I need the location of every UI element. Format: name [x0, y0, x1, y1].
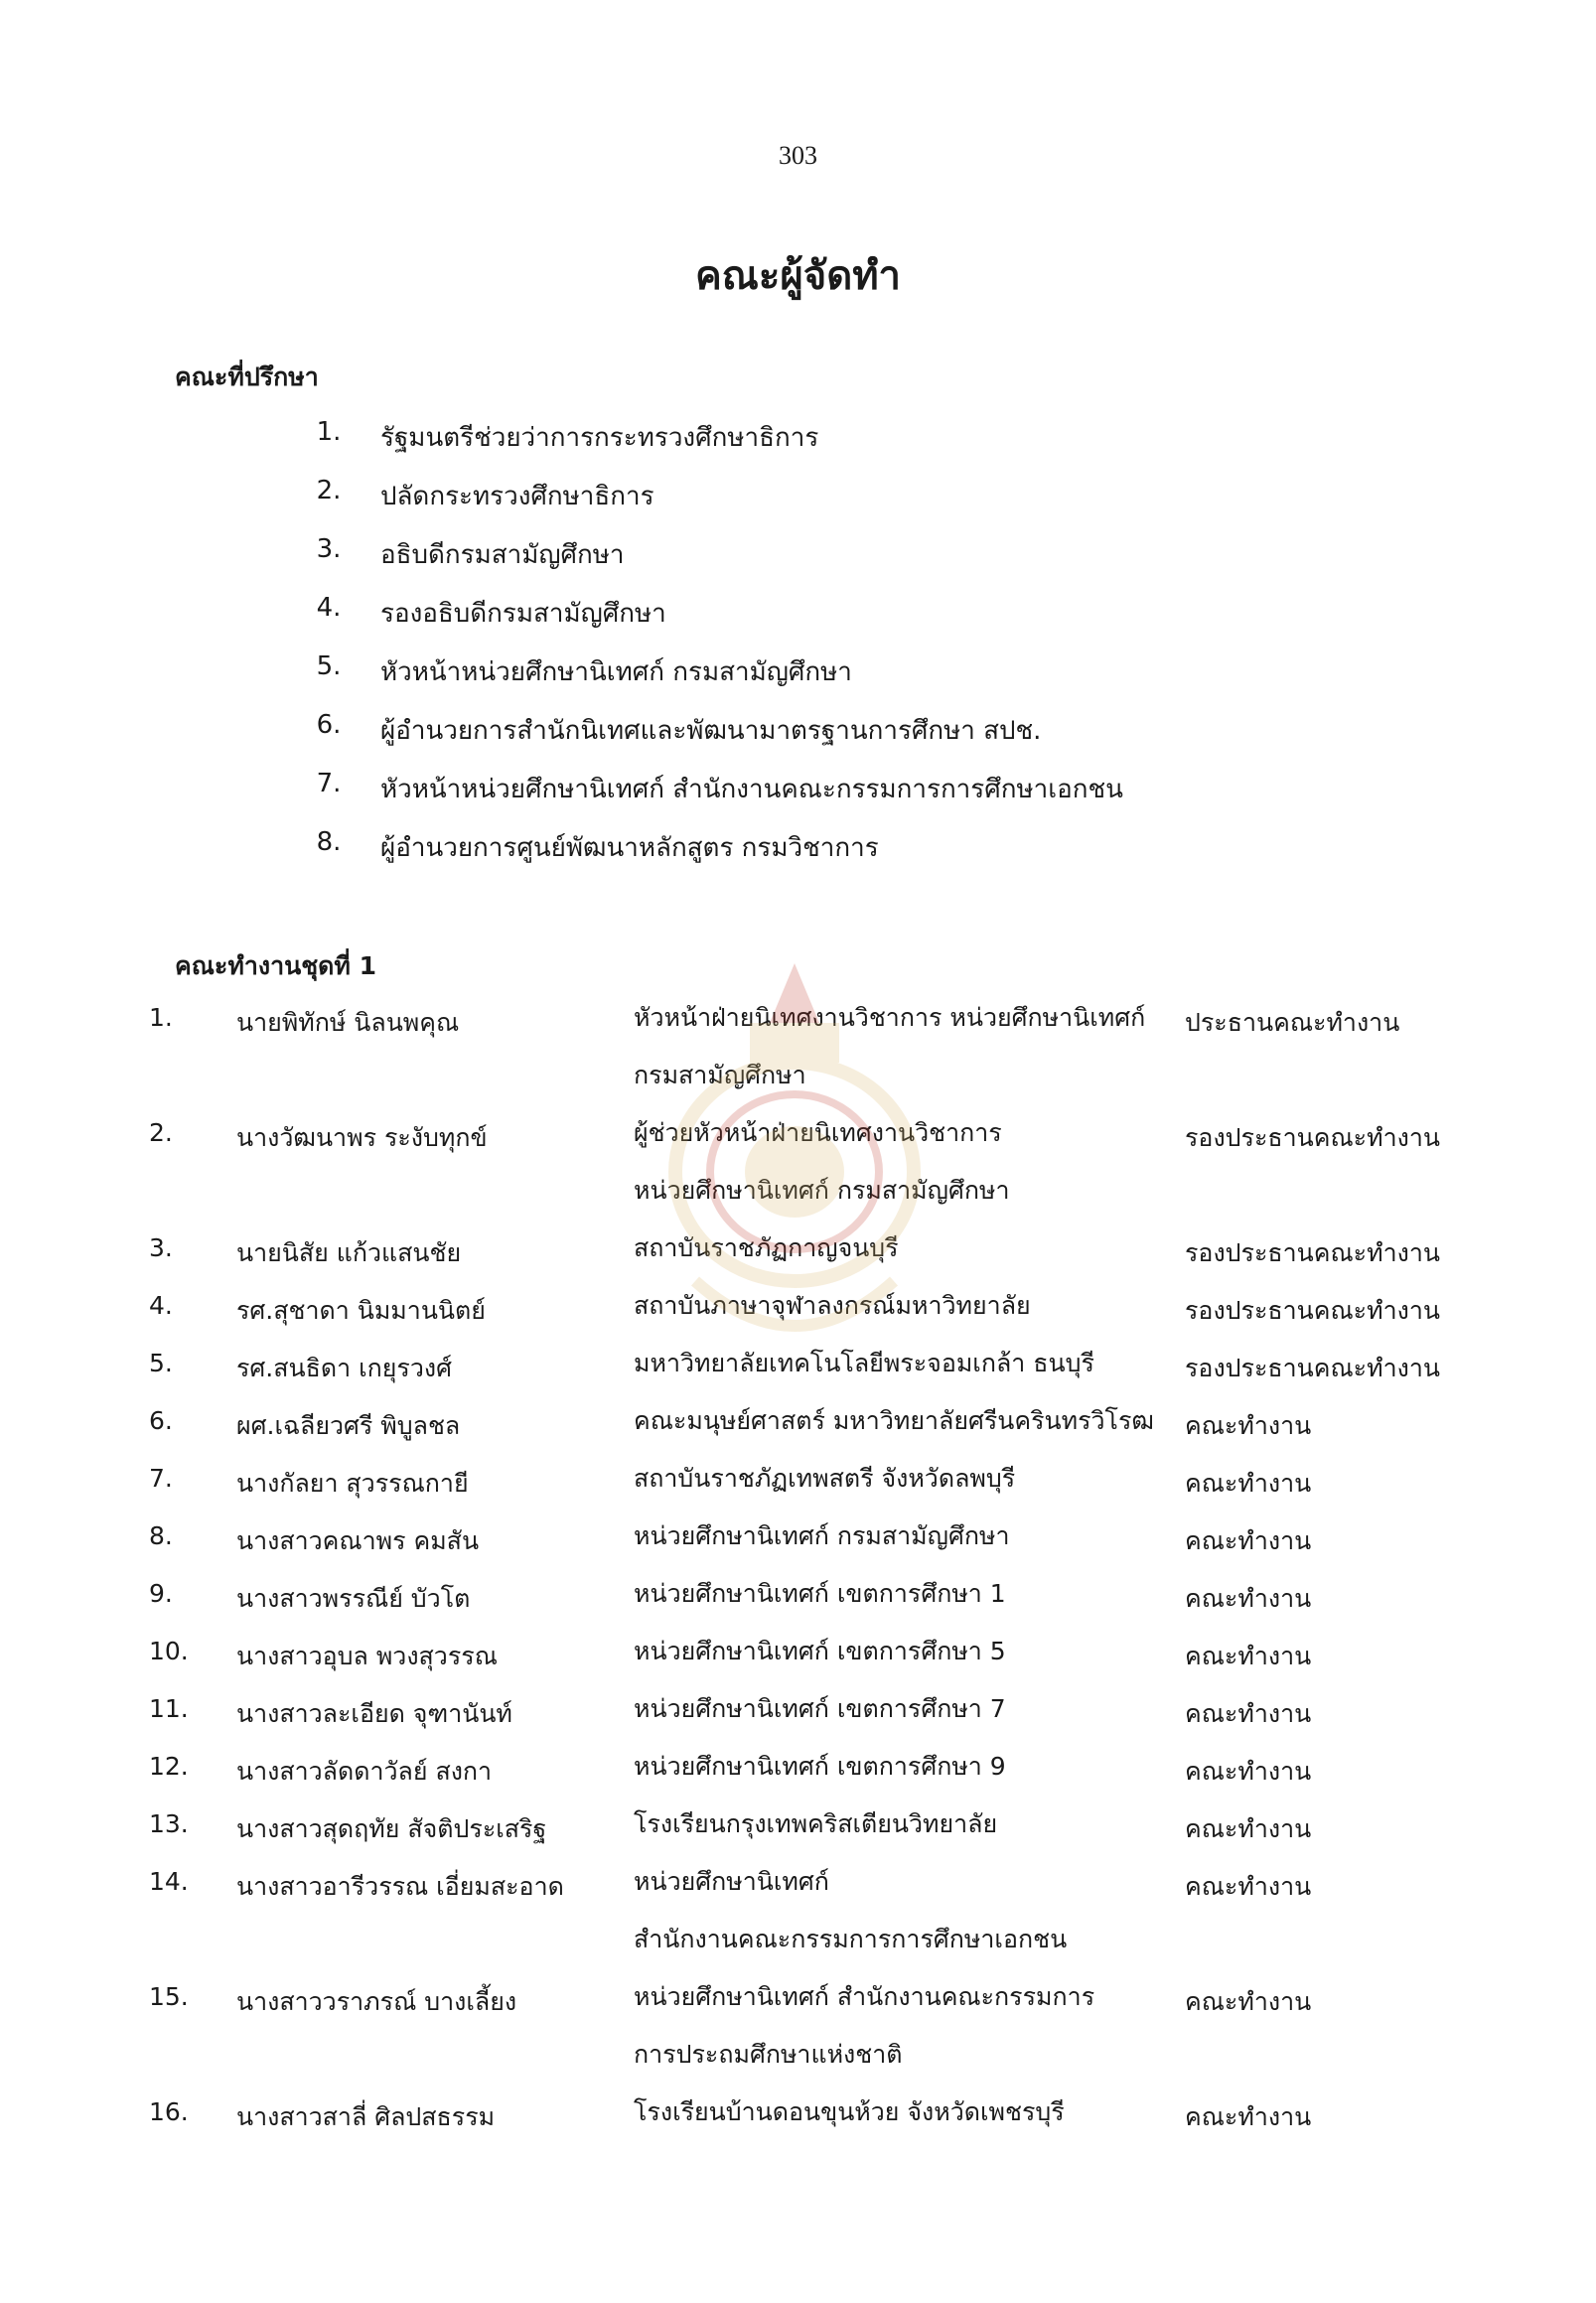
member-name: นางสาวสาลี่ ศิลปสธรรม	[236, 2102, 496, 2131]
item-number: 3.	[316, 534, 342, 564]
item-number: 7.	[316, 769, 342, 798]
member-organization	[634, 1392, 1170, 1450]
member-role: คณะทำงาน	[1185, 1814, 1312, 1843]
member-role: รองประธานคณะทำงาน	[1185, 1123, 1440, 1152]
member-role: คณะทำงาน	[1185, 1757, 1312, 1786]
member-role: คณะทำงาน	[1185, 1699, 1312, 1728]
advisor-item	[0, 769, 1596, 808]
member-role: รองประธานคณะทำงาน	[1185, 1354, 1440, 1382]
member-organization	[634, 1565, 1170, 1623]
page-number: 303	[779, 141, 817, 170]
advisor-item	[0, 710, 1596, 750]
member-organization-line: สถาบันราชภัฏกาญจนบุรี	[634, 1233, 899, 1262]
advisor-title: อธิบดีกรมสามัญศึกษา	[380, 540, 625, 570]
member-role: คณะทำงาน	[1185, 1469, 1312, 1498]
item-number: 8.	[316, 827, 342, 857]
member-organization-line: การประถมศึกษาแห่งชาติ	[634, 2040, 903, 2069]
member-name: นางสาวคณาพร คมสัน	[236, 1526, 480, 1555]
member-role: คณะทำงาน	[1185, 1526, 1312, 1555]
member-organization-line: หน่วยศึกษานิเทศก์ เขตการศึกษา 5	[634, 1637, 1006, 1665]
member-name: นายพิทักษ์ นิลนพคุณ	[236, 1008, 460, 1037]
member-organization-line: หัวหน้าฝ่ายนิเทศงานวิชาการ หน่วยศึกษานิเทศก์	[634, 1003, 1146, 1032]
member-name: รศ.สุชาดา นิมมานนิตย์	[236, 1296, 486, 1325]
member-name: นางสาวพรรณีย์ บัวโต	[236, 1584, 471, 1613]
member-name: นายนิสัย แก้วแสนชัย	[236, 1238, 462, 1267]
member-organization-line: หน่วยศึกษานิเทศก์ สำนักงานคณะกรรมการ	[634, 1982, 1095, 2011]
member-name: นางวัฒนาพร ระงับทุกข์	[236, 1123, 488, 1152]
advisor-item	[0, 593, 1596, 633]
page-title: คณะผู้จัดทำ	[694, 253, 902, 299]
advisor-title: ผู้อำนวยการสำนักนิเทศและพัฒนามาตรฐานการศึกษา สปช.	[380, 716, 1042, 746]
advisor-item	[0, 651, 1596, 691]
member-number: 7.	[149, 1464, 173, 1493]
member-name: นางสาวอุบล พวงสุวรรณ	[236, 1642, 498, 1670]
member-organization-line: คณะมนุษย์ศาสตร์ มหาวิทยาลัยศรีนครินทรวิโรฒ	[634, 1406, 1154, 1435]
working-group-heading: คณะทำงานชุดที่ 1	[175, 951, 376, 980]
member-organization	[634, 1508, 1170, 1565]
member-name: ผศ.เฉลียวศรี พิบูลชล	[236, 1411, 461, 1440]
advisor-item	[0, 827, 1596, 867]
member-name: นางกัลยา สุวรรณกายี	[236, 1469, 469, 1498]
member-organization	[634, 1738, 1170, 1796]
item-number: 6.	[316, 710, 342, 740]
member-role: คณะทำงาน	[1185, 2102, 1312, 2131]
member-organization	[634, 1335, 1170, 1392]
member-number: 4.	[149, 1291, 173, 1320]
member-organization	[634, 1104, 1170, 1220]
advisor-title: หัวหน้าหน่วยศึกษานิเทศก์ กรมสามัญศึกษา	[380, 657, 852, 687]
advisor-title: รัฐมนตรีช่วยว่าการกระทรวงศึกษาธิการ	[380, 423, 819, 453]
advisor-title: ปลัดกระทรวงศึกษาธิการ	[380, 482, 654, 511]
member-organization-line: หน่วยศึกษานิเทศก์	[634, 1867, 829, 1896]
member-organization-line: กรมสามัญศึกษา	[634, 1061, 806, 1089]
member-organization-line: หน่วยศึกษานิเทศก์ กรมสามัญศึกษา	[634, 1521, 1010, 1550]
member-number: 2.	[149, 1118, 173, 1147]
member-organization	[634, 1220, 1170, 1277]
member-role: ประธานคณะทำงาน	[1185, 1008, 1400, 1037]
member-organization-line: หน่วยศึกษานิเทศก์ เขตการศึกษา 7	[634, 1694, 1006, 1723]
member-organization-line: มหาวิทยาลัยเทคโนโลยีพระจอมเกล้า ธนบุรี	[634, 1349, 1094, 1377]
member-number: 3.	[149, 1233, 173, 1262]
member-name: รศ.สนธิดา เกยุรวงศ์	[236, 1354, 452, 1382]
advisor-item	[0, 417, 1596, 457]
member-name: นางสาวละเอียด จุฑานันท์	[236, 1699, 512, 1728]
member-role: คณะทำงาน	[1185, 1642, 1312, 1670]
advisor-item	[0, 534, 1596, 574]
advisor-title: หัวหน้าหน่วยศึกษานิเทศก์ สำนักงานคณะกรรมการการศึกษาเอกชน	[380, 775, 1123, 804]
member-name: นางสาวสุดฤทัย สัจติประเสริฐ	[236, 1814, 547, 1843]
item-number: 5.	[316, 651, 342, 681]
member-role: คณะทำงาน	[1185, 1872, 1312, 1901]
advisor-title: ผู้อำนวยการศูนย์พัฒนาหลักสูตร กรมวิชาการ	[380, 833, 879, 863]
member-organization-line: สถาบันราชภัฏเทพสตรี จังหวัดลพบุรี	[634, 1464, 1016, 1493]
member-organization-line: ผู้ช่วยหัวหน้าฝ่ายนิเทศงานวิชาการ	[634, 1118, 1002, 1147]
member-number: 15.	[149, 1982, 189, 2011]
member-number: 16.	[149, 2097, 189, 2126]
member-number: 8.	[149, 1521, 173, 1550]
member-organization-line: หน่วยศึกษานิเทศก์ กรมสามัญศึกษา	[634, 1176, 1010, 1205]
member-number: 10.	[149, 1637, 189, 1665]
member-number: 6.	[149, 1406, 173, 1435]
member-organization-line: สถาบันภาษาจุฬาลงกรณ์มหาวิทยาลัย	[634, 1291, 1031, 1320]
member-number: 9.	[149, 1579, 173, 1608]
advisors-heading: คณะที่ปรึกษา	[175, 362, 319, 391]
member-organization	[634, 2084, 1170, 2141]
member-organization	[634, 1853, 1170, 1968]
member-number: 12.	[149, 1752, 189, 1781]
member-organization	[634, 1623, 1170, 1680]
member-organization	[634, 989, 1170, 1104]
advisor-title: รองอธิบดีกรมสามัญศึกษา	[380, 599, 666, 629]
item-number: 2.	[316, 476, 342, 505]
member-organization	[634, 1277, 1170, 1335]
member-role: รองประธานคณะทำงาน	[1185, 1296, 1440, 1325]
member-role: คณะทำงาน	[1185, 1987, 1312, 2016]
member-name: นางสาวลัดดาวัลย์ สงกา	[236, 1757, 493, 1786]
member-number: 1.	[149, 1003, 173, 1032]
member-organization	[634, 1796, 1170, 1853]
member-role: คณะทำงาน	[1185, 1411, 1312, 1440]
member-organization-line: หน่วยศึกษานิเทศก์ เขตการศึกษา 9	[634, 1752, 1006, 1781]
member-organization	[634, 1968, 1170, 2084]
advisor-item	[0, 476, 1596, 515]
member-number: 5.	[149, 1349, 173, 1377]
member-number: 13.	[149, 1809, 189, 1838]
member-role: รองประธานคณะทำงาน	[1185, 1238, 1440, 1267]
member-organization-line: หน่วยศึกษานิเทศก์ เขตการศึกษา 1	[634, 1579, 1006, 1608]
item-number: 1.	[316, 417, 342, 447]
member-number: 14.	[149, 1867, 189, 1896]
member-role: คณะทำงาน	[1185, 1584, 1312, 1613]
member-organization-line: โรงเรียนกรุงเทพคริสเตียนวิทยาลัย	[634, 1809, 998, 1838]
member-number: 11.	[149, 1694, 189, 1723]
member-organization	[634, 1450, 1170, 1508]
member-name: นางสาววราภรณ์ บางเลี้ยง	[236, 1987, 517, 2016]
member-name: นางสาวอารีวรรณ เอี่ยมสะอาด	[236, 1872, 564, 1901]
member-organization-line: โรงเรียนบ้านดอนขุนห้วย จังหวัดเพชรบุรี	[634, 2097, 1065, 2126]
member-organization	[634, 1680, 1170, 1738]
item-number: 4.	[316, 593, 342, 623]
member-organization-line: สำนักงานคณะกรรมการการศึกษาเอกชน	[634, 1925, 1068, 1953]
